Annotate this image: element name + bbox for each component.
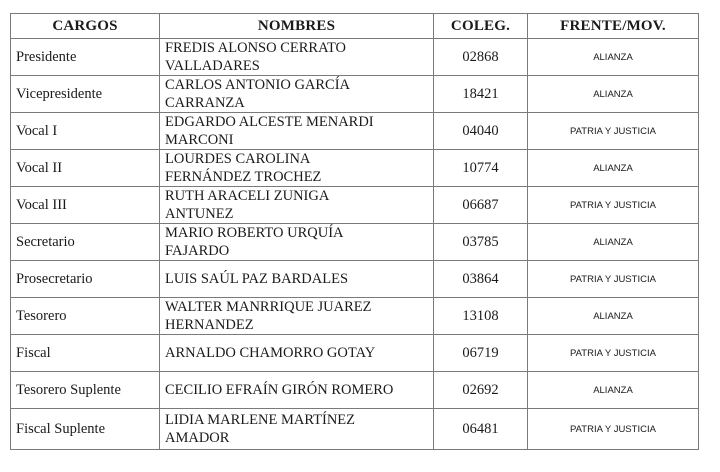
header-cargos: CARGOS	[11, 14, 160, 39]
coleg-cell-text: 02868	[462, 48, 499, 65]
frente-cell-text: ALIANZA	[593, 51, 633, 63]
board-roster-table	[10, 13, 699, 450]
frente-cell-text: PATRIA Y JUSTICIA	[570, 199, 656, 211]
nombre-cell-text: LUIS SAÚL PAZ BARDALES	[165, 271, 349, 287]
frente-cell	[528, 335, 699, 372]
table-row	[11, 409, 699, 450]
nombre-cell	[160, 261, 434, 298]
header-coleg: COLEG.	[434, 14, 528, 39]
coleg-cell	[434, 224, 528, 261]
nombre-cell-text: AMADOR	[165, 430, 230, 446]
nombre-cell	[160, 298, 434, 335]
frente-cell	[528, 187, 699, 224]
header-nombres: NOMBRES	[160, 14, 434, 39]
nombre-cell-text: LOURDES CAROLINA	[165, 151, 311, 167]
nombre-cell	[160, 113, 434, 150]
frente-cell-text: PATRIA Y JUSTICIA	[570, 273, 656, 285]
table-row	[11, 335, 699, 372]
cargo-cell-text: Fiscal Suplente	[16, 420, 106, 437]
nombre-cell-text: RUTH ARACELI ZUNIGA	[165, 188, 330, 204]
frente-cell-text: PATRIA Y JUSTICIA	[570, 125, 656, 137]
cargo-cell-text: Prosecretario	[16, 270, 93, 287]
frente-cell-text: PATRIA Y JUSTICIA	[570, 423, 656, 435]
coleg-cell	[434, 39, 528, 76]
coleg-cell-text: 13108	[462, 307, 499, 324]
nombre-cell	[160, 409, 434, 450]
frente-cell	[528, 150, 699, 187]
coleg-cell	[434, 298, 528, 335]
cargo-cell	[11, 39, 160, 76]
coleg-cell-text: 10774	[462, 159, 499, 176]
cargo-cell	[11, 113, 160, 150]
cargo-cell-text: Tesorero Suplente	[16, 381, 121, 398]
table-row	[11, 76, 699, 113]
coleg-cell-text: 02692	[462, 381, 499, 398]
frente-cell	[528, 298, 699, 335]
frente-cell-text: ALIANZA	[593, 236, 633, 248]
cargo-cell-text: Vicepresidente	[16, 85, 103, 102]
coleg-cell	[434, 261, 528, 298]
coleg-cell	[434, 76, 528, 113]
coleg-cell	[434, 335, 528, 372]
cargo-cell-text: Vocal II	[16, 159, 63, 176]
nombre-cell-text: LIDIA MARLENE MARTÍNEZ	[165, 412, 356, 428]
frente-cell	[528, 372, 699, 409]
nombre-cell-text: HERNANDEZ	[165, 317, 254, 333]
frente-cell	[528, 76, 699, 113]
frente-cell	[528, 261, 699, 298]
coleg-cell	[434, 187, 528, 224]
table-row	[11, 150, 699, 187]
nombre-cell-text: CECILIO EFRAÍN GIRÓN ROMERO	[165, 382, 394, 398]
nombre-cell-text: MARIO ROBERTO URQUÍA	[165, 225, 344, 241]
cargo-cell	[11, 150, 160, 187]
nombre-cell	[160, 39, 434, 76]
coleg-cell	[434, 372, 528, 409]
coleg-cell-text: 18421	[462, 85, 499, 102]
nombre-cell-text: CARLOS ANTONIO GARCÍA	[165, 77, 351, 93]
frente-cell-text: ALIANZA	[593, 310, 633, 322]
cargo-cell-text: Vocal III	[16, 196, 67, 213]
nombre-cell	[160, 76, 434, 113]
frente-cell	[528, 113, 699, 150]
nombre-cell	[160, 150, 434, 187]
frente-cell-text: ALIANZA	[593, 88, 633, 100]
coleg-cell	[434, 150, 528, 187]
nombre-cell-text: FREDIS ALONSO CERRATO	[165, 40, 347, 56]
frente-cell-text: PATRIA Y JUSTICIA	[570, 347, 656, 359]
header-frente: FRENTE/MOV.	[528, 14, 699, 39]
frente-cell	[528, 409, 699, 450]
table-row	[11, 39, 699, 76]
cargo-cell-text: Secretario	[16, 233, 75, 250]
coleg-cell-text: 06687	[462, 196, 499, 213]
coleg-cell-text: 03864	[462, 270, 499, 287]
cargo-cell	[11, 335, 160, 372]
header-row	[11, 14, 699, 39]
table-row	[11, 113, 699, 150]
nombre-cell-text: ARNALDO CHAMORRO GOTAY	[165, 345, 376, 361]
cargo-cell-text: Tesorero	[16, 307, 67, 324]
coleg-cell-text: 04040	[462, 122, 499, 139]
cargo-cell	[11, 298, 160, 335]
nombre-cell-text: FAJARDO	[165, 243, 230, 259]
table-row	[11, 187, 699, 224]
nombre-cell-text: MARCONI	[165, 132, 234, 148]
frente-cell-text: ALIANZA	[593, 162, 633, 174]
coleg-cell-text: 06719	[462, 344, 499, 361]
coleg-cell-text: 06481	[462, 420, 499, 437]
nombre-cell	[160, 335, 434, 372]
coleg-cell	[434, 409, 528, 450]
nombre-cell-text: FERNÁNDEZ TROCHEZ	[165, 169, 322, 185]
cargo-cell	[11, 372, 160, 409]
frente-cell	[528, 39, 699, 76]
cargo-cell-text: Fiscal	[16, 344, 51, 361]
coleg-cell	[434, 113, 528, 150]
table-row	[11, 372, 699, 409]
nombre-cell	[160, 224, 434, 261]
table-row	[11, 298, 699, 335]
nombre-cell-text: VALLADARES	[165, 58, 260, 74]
nombre-cell-text: WALTER MANRRIQUE JUAREZ	[165, 299, 372, 315]
frente-cell	[528, 224, 699, 261]
frente-cell-text: ALIANZA	[593, 384, 633, 396]
cargo-cell	[11, 224, 160, 261]
nombre-cell-text: EDGARDO ALCESTE MENARDI	[165, 114, 374, 130]
table-row	[11, 224, 699, 261]
cargo-cell-text: Vocal I	[16, 122, 58, 139]
nombre-cell	[160, 187, 434, 224]
nombre-cell	[160, 372, 434, 409]
nombre-cell-text: ANTUNEZ	[165, 206, 234, 222]
cargo-cell	[11, 76, 160, 113]
coleg-cell-text: 03785	[462, 233, 499, 250]
cargo-cell	[11, 261, 160, 298]
cargo-cell	[11, 409, 160, 450]
nombre-cell-text: CARRANZA	[165, 95, 245, 111]
cargo-cell	[11, 187, 160, 224]
table-row	[11, 261, 699, 298]
cargo-cell-text: Presidente	[16, 48, 77, 65]
